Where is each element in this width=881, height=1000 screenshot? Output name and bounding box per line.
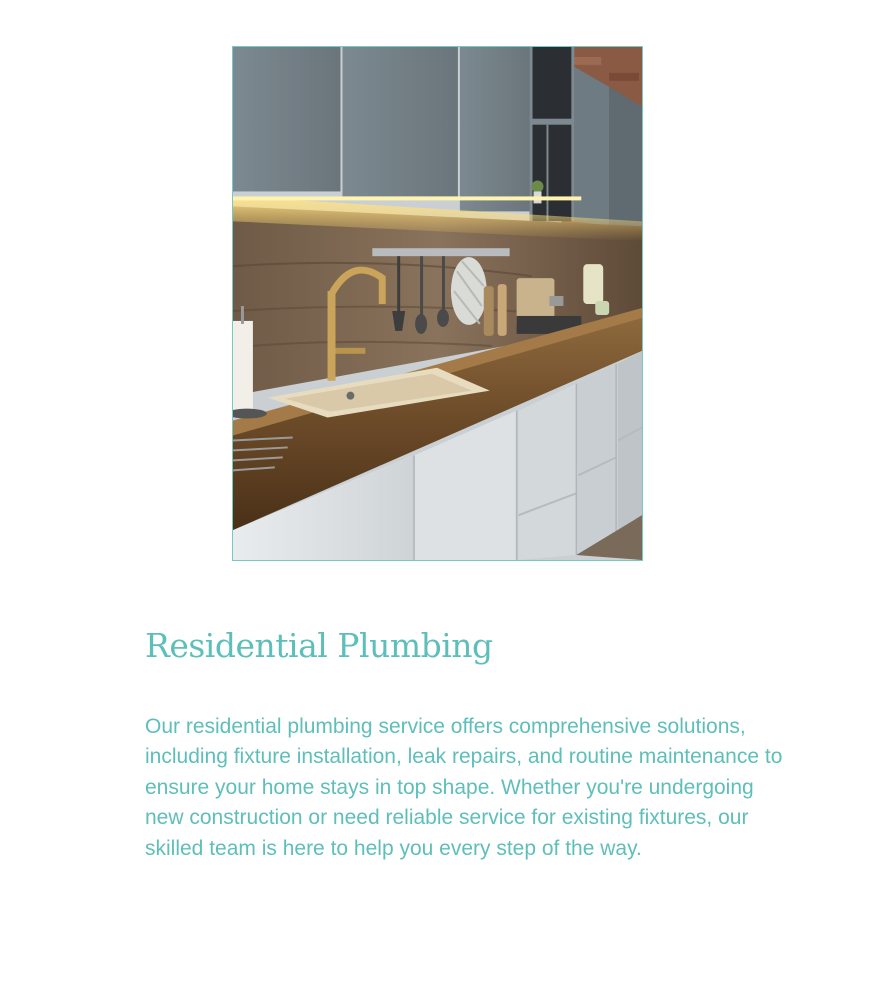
- service-description: Our residential plumbing service offers comprehensive solutions, including fixture installation, leak repairs, and routine maintenance to ensure your home stays in top shape. Whether you're undergoing new construction or need reliable service for existing fixtures, our skilled team is here to help you every step of the way.: [145, 715, 783, 860]
- kitchen-photo: [232, 46, 643, 561]
- service-title: Residential Plumbing: [145, 626, 493, 665]
- kitchen-image: [233, 47, 642, 560]
